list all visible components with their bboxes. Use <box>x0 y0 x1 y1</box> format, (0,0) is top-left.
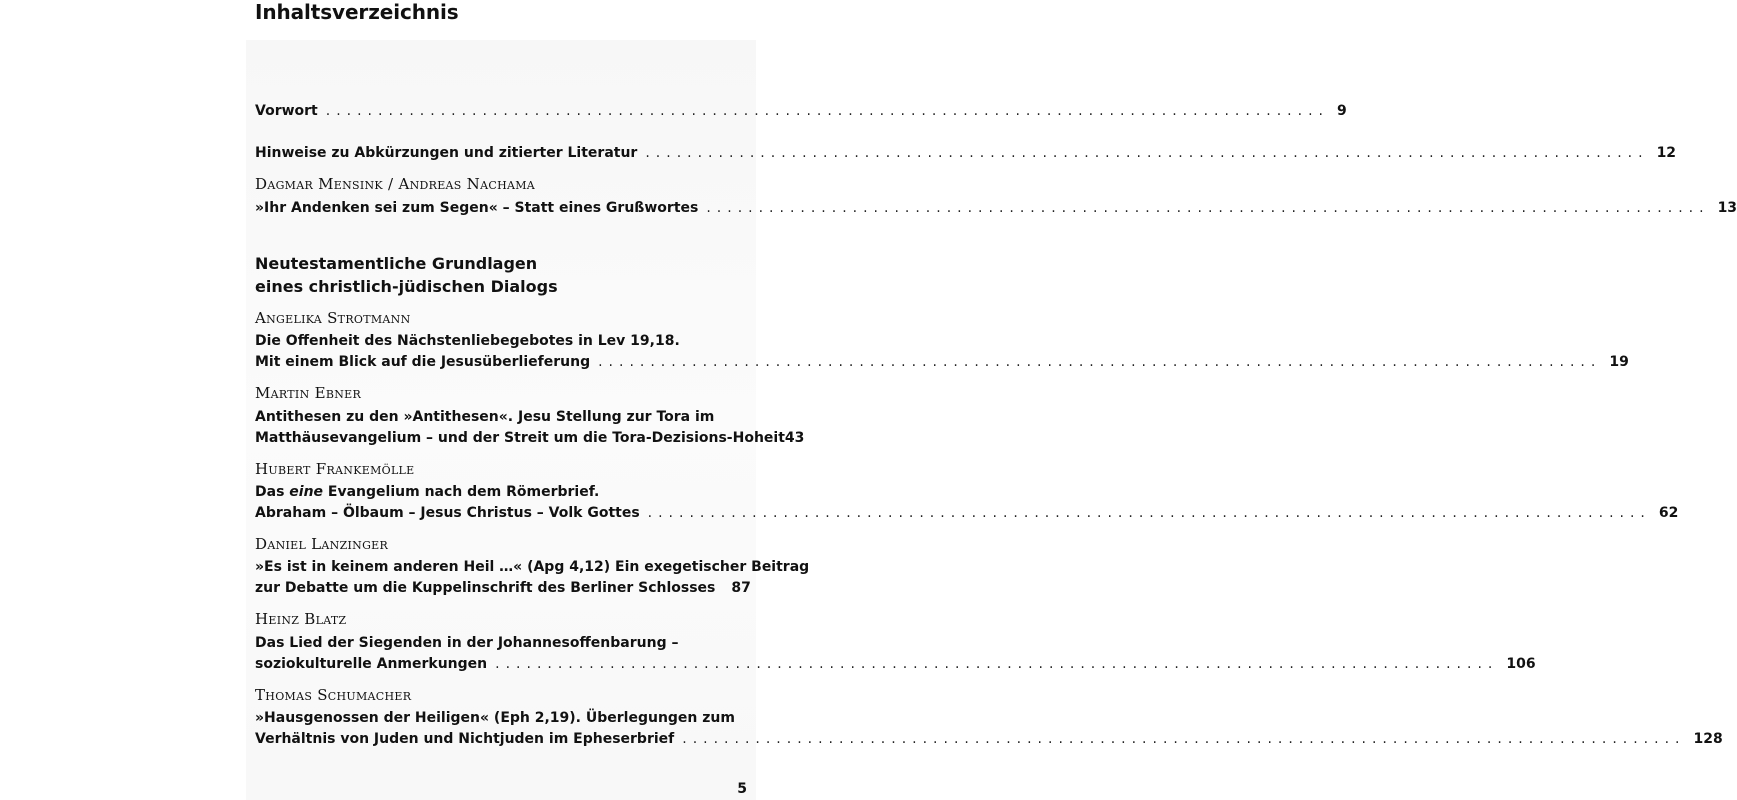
toc-entry-line <box>255 580 751 596</box>
toc-entry-line <box>255 635 748 651</box>
page-number: 5 <box>737 781 747 797</box>
toc-entry-title: soziokulturelle Anmerkungen <box>255 656 488 672</box>
title-text: Evangelium nach dem Römerbrief. <box>323 484 600 500</box>
dot-leader: ................................................................................................ <box>647 505 1651 521</box>
toc-entry-title: Mit einem Blick auf die Jesusüberlieferung <box>255 354 591 370</box>
toc-page-number: 43 <box>784 430 805 446</box>
toc-entry-title: Vorwort <box>255 103 318 119</box>
title-text: Das <box>255 484 290 500</box>
toc-entry-line <box>255 430 805 446</box>
toc-page-number: 12 <box>1656 145 1677 161</box>
toc-entry-title: Verhältnis von Juden und Nichtjuden im Epheserbrief <box>255 731 675 747</box>
toc-entry-vorwort <box>255 103 1347 119</box>
toc-entry-title: »Es ist in keinem anderen Heil …« (Apg 4,12) Ein exegetischer Beitrag <box>255 559 810 575</box>
dot-leader: ................................................................................................ <box>706 200 1710 216</box>
dot-leader: ................................................................................................ <box>325 103 1329 119</box>
toc-entry-title: Abraham – Ölbaum – Jesus Christus – Volk Gottes <box>255 505 640 521</box>
toc-author: Hubert Frankemölle <box>255 460 415 478</box>
toc-entry-title: »Ihr Andenken sei zum Segen« – Statt eines Grußwortes <box>255 200 699 216</box>
toc-entry-title: Antithesen zu den »Antithesen«. Jesu Stellung zur Tora im <box>255 409 715 425</box>
page-title: Inhaltsverzeichnis <box>255 0 459 24</box>
toc-author: Angelika Strotmann <box>255 309 411 327</box>
toc-entry-title: Die Offenheit des Nächstenliebegebotes in Lev 19,18. <box>255 333 680 349</box>
dot-leader: ................................................................................................ <box>682 731 1686 747</box>
toc-entry-line <box>255 731 1723 747</box>
toc-page-number: 13 <box>1717 200 1737 216</box>
toc-page-number: 9 <box>1336 103 1347 119</box>
toc-entry-hinweise <box>255 145 1677 161</box>
toc-entry-title: zur Debatte um die Kuppelinschrift des Berliner Schlosses <box>255 580 716 596</box>
toc-page-number: 19 <box>1609 354 1629 370</box>
toc-author: Dagmar Mensink / Andreas Nachama <box>255 175 536 193</box>
toc-page-number: 62 <box>1658 505 1679 521</box>
toc-entry-line <box>255 333 748 349</box>
dot-leader: ................................................................................................ <box>645 145 1649 161</box>
toc-author: Heinz Blatz <box>255 610 347 628</box>
toc-entry-line <box>255 409 748 425</box>
section-title-line-2: eines christlich-jüdischen Dialogs <box>255 277 558 296</box>
toc-author: Martin Ebner <box>255 384 362 402</box>
toc-entry-line <box>255 559 810 575</box>
toc-author: Daniel Lanzinger <box>255 535 389 553</box>
toc-entry-title: Das Lied der Siegenden in der Johannesoffenbarung – <box>255 635 679 651</box>
toc-entry-grusswort <box>255 200 1737 216</box>
title-emphasis: eine <box>289 484 324 500</box>
toc-entry-line <box>255 505 1679 521</box>
toc-page-number: 87 <box>731 580 751 596</box>
section-title-line-1: Neutestamentliche Grundlagen <box>255 254 538 273</box>
toc-entry-title <box>255 484 599 500</box>
dot-leader: ................................................................................................ <box>598 354 1602 370</box>
toc-entry-title: Matthäusevangelium – und der Streit um die Tora-Dezisions-Hoheit <box>255 430 785 446</box>
toc-entry-title: Hinweise zu Abkürzungen und zitierter Literatur <box>255 145 638 161</box>
toc-entry-title: »Hausgenossen der Heiligen« (Eph 2,19). Überlegungen zum <box>255 710 735 726</box>
dot-leader: ................................................................................................ <box>495 656 1499 672</box>
toc-page-number: 106 <box>1506 656 1536 672</box>
toc-entry-line <box>255 354 1629 370</box>
toc-page-number: 128 <box>1693 731 1723 747</box>
toc-entry-line <box>255 484 748 500</box>
toc-entry-line <box>255 656 1536 672</box>
toc-entry-line <box>255 710 748 726</box>
toc-author: Thomas Schumacher <box>255 686 412 704</box>
